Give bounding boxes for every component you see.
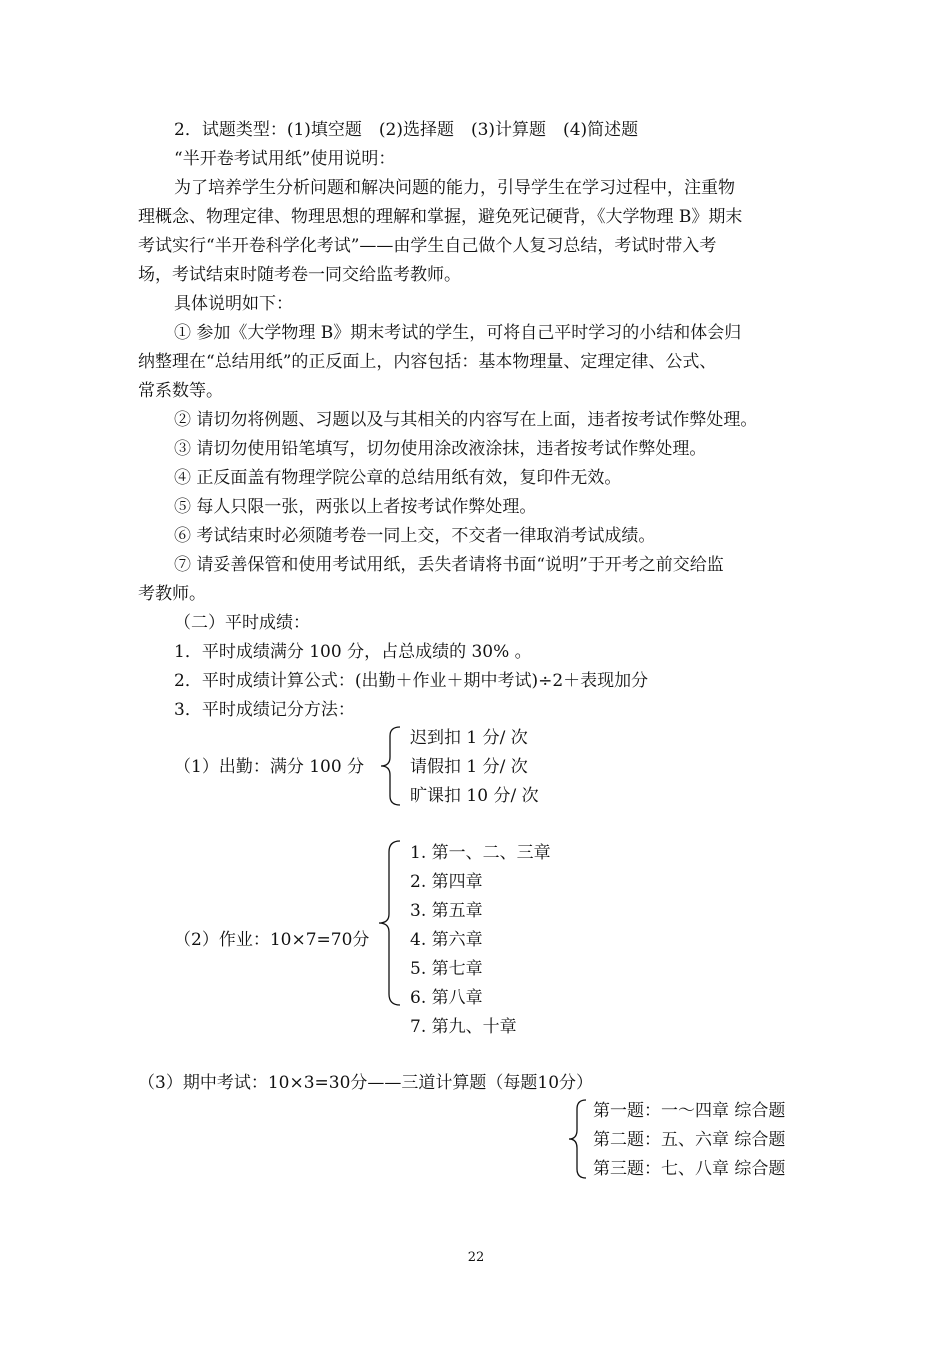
rule-7-line-1: ⑦ 请妥善保管和使用考试用纸，丢失者请将书面“说明”于开考之前交给监	[174, 555, 724, 575]
homework-item: 1. 第一、二、三章	[410, 843, 551, 863]
attendance-item-absent: 旷课扣 10 分/ 次	[410, 786, 539, 806]
rule-2: ② 请切勿将例题、习题以及与其相关的内容写在上面，违者按考试作弊处理。	[174, 410, 758, 430]
usual-heading: （二）平时成绩：	[174, 613, 310, 633]
attendance-brace	[378, 724, 404, 808]
details-heading: 具体说明如下：	[174, 294, 293, 314]
attendance-item-leave: 请假扣 1 分/ 次	[410, 757, 528, 777]
rule-1-line-1: ① 参加《大学物理 B》期末考试的学生，可将自己平时学习的小结和体会归	[174, 323, 742, 343]
intro-line-3: 考试实行“半开卷科学化考试”——由学生自己做个人复习总结，考试时带入考	[138, 236, 717, 256]
midterm-brace	[566, 1097, 590, 1181]
usual-item-3: 3．平时成绩记分方法：	[174, 700, 355, 720]
homework-item: 2. 第四章	[410, 872, 483, 892]
usual-item-2: 2．平时成绩计算公式：(出勤＋作业＋期中考试)÷2＋表现加分	[174, 671, 649, 691]
rule-7-line-2: 考教师。	[138, 584, 206, 604]
rule-1-line-2: 纳整理在“总结用纸”的正反面上，内容包括：基本物理量、定理定律、公式、	[138, 352, 717, 372]
rule-4: ④ 正反面盖有物理学院公章的总结用纸有效，复印件无效。	[174, 468, 622, 488]
midterm-label: （3）期中考试：10×3=30分——三道计算题（每题10分）	[138, 1073, 594, 1093]
usual-item-1: 1．平时成绩满分 100 分，占总成绩的 30% 。	[174, 642, 532, 662]
homework-item: 7. 第九、十章	[410, 1017, 517, 1037]
exam-types-line: 2．试题类型：(1)填空题 (2)选择题 (3)计算题 (4)简述题	[174, 120, 639, 140]
attendance-label: （1）出勤：满分 100 分	[174, 757, 365, 777]
rule-6: ⑥ 考试结束时必须随考卷一同上交，不交者一律取消考试成绩。	[174, 526, 656, 546]
midterm-item: 第三题：七、八章 综合题	[593, 1159, 786, 1179]
homework-brace	[376, 838, 404, 1008]
rule-5: ⑤ 每人只限一张，两张以上者按考试作弊处理。	[174, 497, 537, 517]
homework-label: （2）作业：10×7=70分	[174, 930, 370, 950]
intro-line-1: 为了培养学生分析问题和解决问题的能力，引导学生在学习过程中，注重物	[174, 178, 735, 198]
rule-3: ③ 请切勿使用铅笔填写，切勿使用涂改液涂抹，违者按考试作弊处理。	[174, 439, 707, 459]
midterm-item: 第二题：五、六章 综合题	[593, 1130, 786, 1150]
homework-item: 5. 第七章	[410, 959, 483, 979]
homework-item: 6. 第八章	[410, 988, 483, 1008]
homework-item: 4. 第六章	[410, 930, 483, 950]
intro-line-4: 场，考试结束时随考卷一同交给监考教师。	[138, 265, 461, 285]
page-number: 22	[467, 1250, 485, 1265]
homework-item: 3. 第五章	[410, 901, 483, 921]
attendance-item-late: 迟到扣 1 分/ 次	[410, 728, 528, 748]
half-open-heading: “半开卷考试用纸”使用说明：	[174, 149, 396, 169]
intro-line-2: 理概念、物理定律、物理思想的理解和掌握，避免死记硬背，《大学物理 B》期末	[138, 207, 743, 227]
rule-1-line-3: 常系数等。	[138, 381, 223, 401]
midterm-item: 第一题：一～四章 综合题	[593, 1101, 786, 1121]
